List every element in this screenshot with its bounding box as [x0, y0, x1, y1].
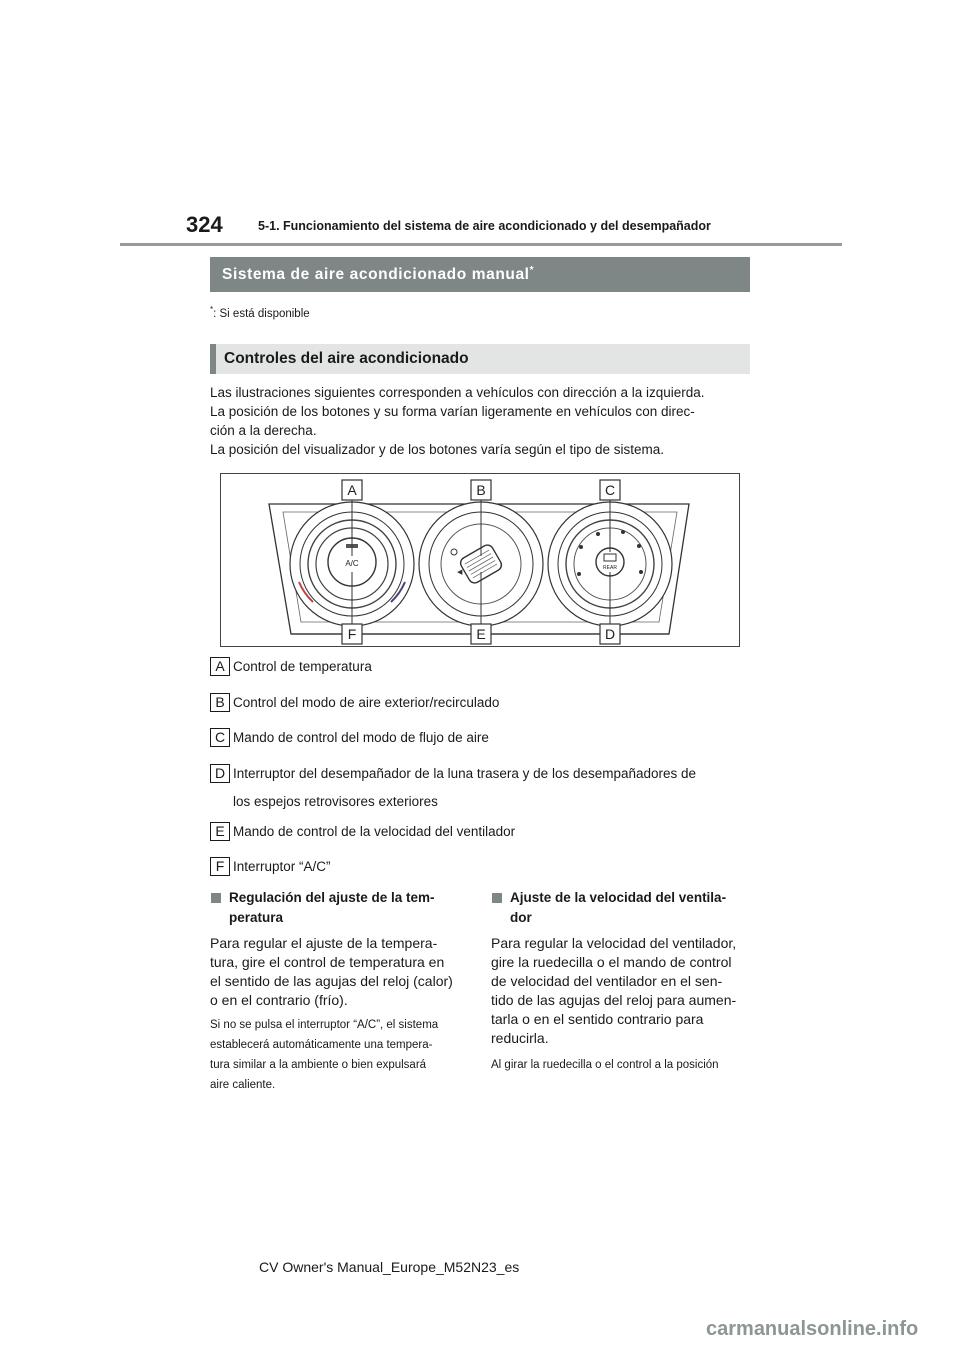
legend-badge-f: F	[210, 857, 230, 876]
legend-text-e: Mando de control de la velocidad del ventilador	[233, 824, 516, 839]
intro-line-4: La posición del visualizador y de los botones varía según el tipo de sistema.	[210, 442, 665, 457]
legend-text-f: Interruptor “A/C”	[233, 859, 331, 874]
subsection-accent	[210, 344, 216, 374]
legend-text-d: Interruptor del desempañador de la luna trasera y de los desempañadores de	[233, 766, 697, 781]
legend-text-b: Control del modo de aire exterior/recirculado	[233, 695, 500, 710]
rear-defog-label: REAR	[603, 565, 617, 571]
svg-text:F: F	[347, 626, 357, 642]
legend-text-c: Mando de control del modo de flujo de aire	[233, 730, 489, 745]
callout-d	[600, 624, 620, 644]
callout-c	[600, 480, 620, 500]
left-note-line-3: tura similar a la ambiente o bien expulsará	[210, 1059, 427, 1071]
legend-badge-d: D	[210, 764, 230, 783]
header-rule	[120, 243, 842, 246]
left-note-line-4: aire caliente.	[210, 1079, 276, 1091]
left-body-line-4: o en el contrario (frío).	[210, 992, 348, 1008]
right-heading-line-2: dor	[510, 910, 532, 925]
right-heading-bullet	[492, 893, 502, 903]
callout-e	[471, 624, 491, 644]
footnote-text: : Si está disponible	[213, 307, 310, 320]
svg-text:D: D	[604, 626, 616, 642]
right-body-line-5: tarla o en el sentido contrario para	[491, 1011, 704, 1027]
right-body-line-6: reducirla.	[491, 1030, 549, 1046]
watermark-link[interactable]: carmanualsonline.info	[706, 1318, 919, 1340]
intro-line-2: La posición de los botones y su forma varían ligeramente en vehículos con direc-	[210, 404, 695, 419]
legend-badge-c: C	[210, 728, 230, 747]
right-body-line-3: de velocidad del ventilador en el sen-	[491, 973, 723, 989]
footnote	[210, 305, 310, 320]
left-note-line-2: establecerá automáticamente una tempera-	[210, 1039, 433, 1051]
section-title	[222, 265, 534, 284]
callout-b	[471, 480, 491, 500]
subsection-title: Controles del aire acondicionado	[224, 350, 469, 367]
intro-line-1: Las ilustraciones siguientes corresponden a vehículos con dirección a la izquierda.	[210, 385, 705, 400]
legend-text-d-cont: los espejos retrovisores exteriores	[233, 794, 438, 809]
svg-text:E: E	[476, 626, 486, 642]
right-body-line-1: Para regular la velocidad del ventilador,	[491, 935, 737, 951]
svg-text:B: B	[476, 482, 486, 498]
callout-a	[342, 480, 362, 500]
page-number: 324	[186, 212, 223, 237]
section-title-text: Sistema de aire acondicionado manual	[222, 266, 530, 284]
right-body-line-2: gire la ruedecilla o el mando de control	[491, 954, 732, 970]
left-body-line-2: tura, gire el control de temperatura en	[210, 954, 445, 970]
left-heading-line-1: Regulación del ajuste de la tem-	[229, 890, 435, 905]
right-heading-line-1: Ajuste de la velocidad del ventila-	[510, 890, 727, 905]
left-heading-bullet	[211, 893, 221, 903]
manual-name: CV Owner's Manual_Europe_M52N23_es	[259, 1259, 520, 1275]
footnote-mark: *	[210, 305, 214, 314]
section-title-mark: *	[529, 265, 535, 276]
left-note-line-1: Si no se pulsa el interruptor “A/C”, el sistema	[210, 1019, 439, 1031]
legend-text-a: Control de temperatura	[233, 659, 372, 674]
left-heading-line-2: peratura	[229, 910, 284, 925]
intro-line-3: ción a la derecha.	[210, 423, 317, 438]
svg-text:◀: ◀	[457, 569, 463, 576]
ac-panel-illustration	[221, 474, 739, 646]
ac-controls-figure	[220, 473, 740, 647]
chapter-title: 5-1. Funcionamiento del sistema de aire acondicionado y del desempañador	[258, 219, 711, 233]
legend-badge-e: E	[210, 822, 230, 841]
svg-text:C: C	[604, 482, 616, 498]
right-body-line-4: tido de las agujas del reloj para aumen-	[491, 992, 737, 1008]
left-body-line-3: el sentido de las agujas del reloj (calor)	[210, 973, 453, 989]
legend-badge-a: A	[210, 657, 230, 676]
left-body-line-1: Para regular el ajuste de la tempera-	[210, 935, 438, 951]
ac-button-label: A/C	[345, 559, 359, 568]
callout-f	[342, 624, 362, 644]
legend-badge-b: B	[210, 693, 230, 712]
svg-text:A: A	[347, 482, 357, 498]
right-note-line-1: Al girar la ruedecilla o el control a la posición	[491, 1059, 719, 1071]
